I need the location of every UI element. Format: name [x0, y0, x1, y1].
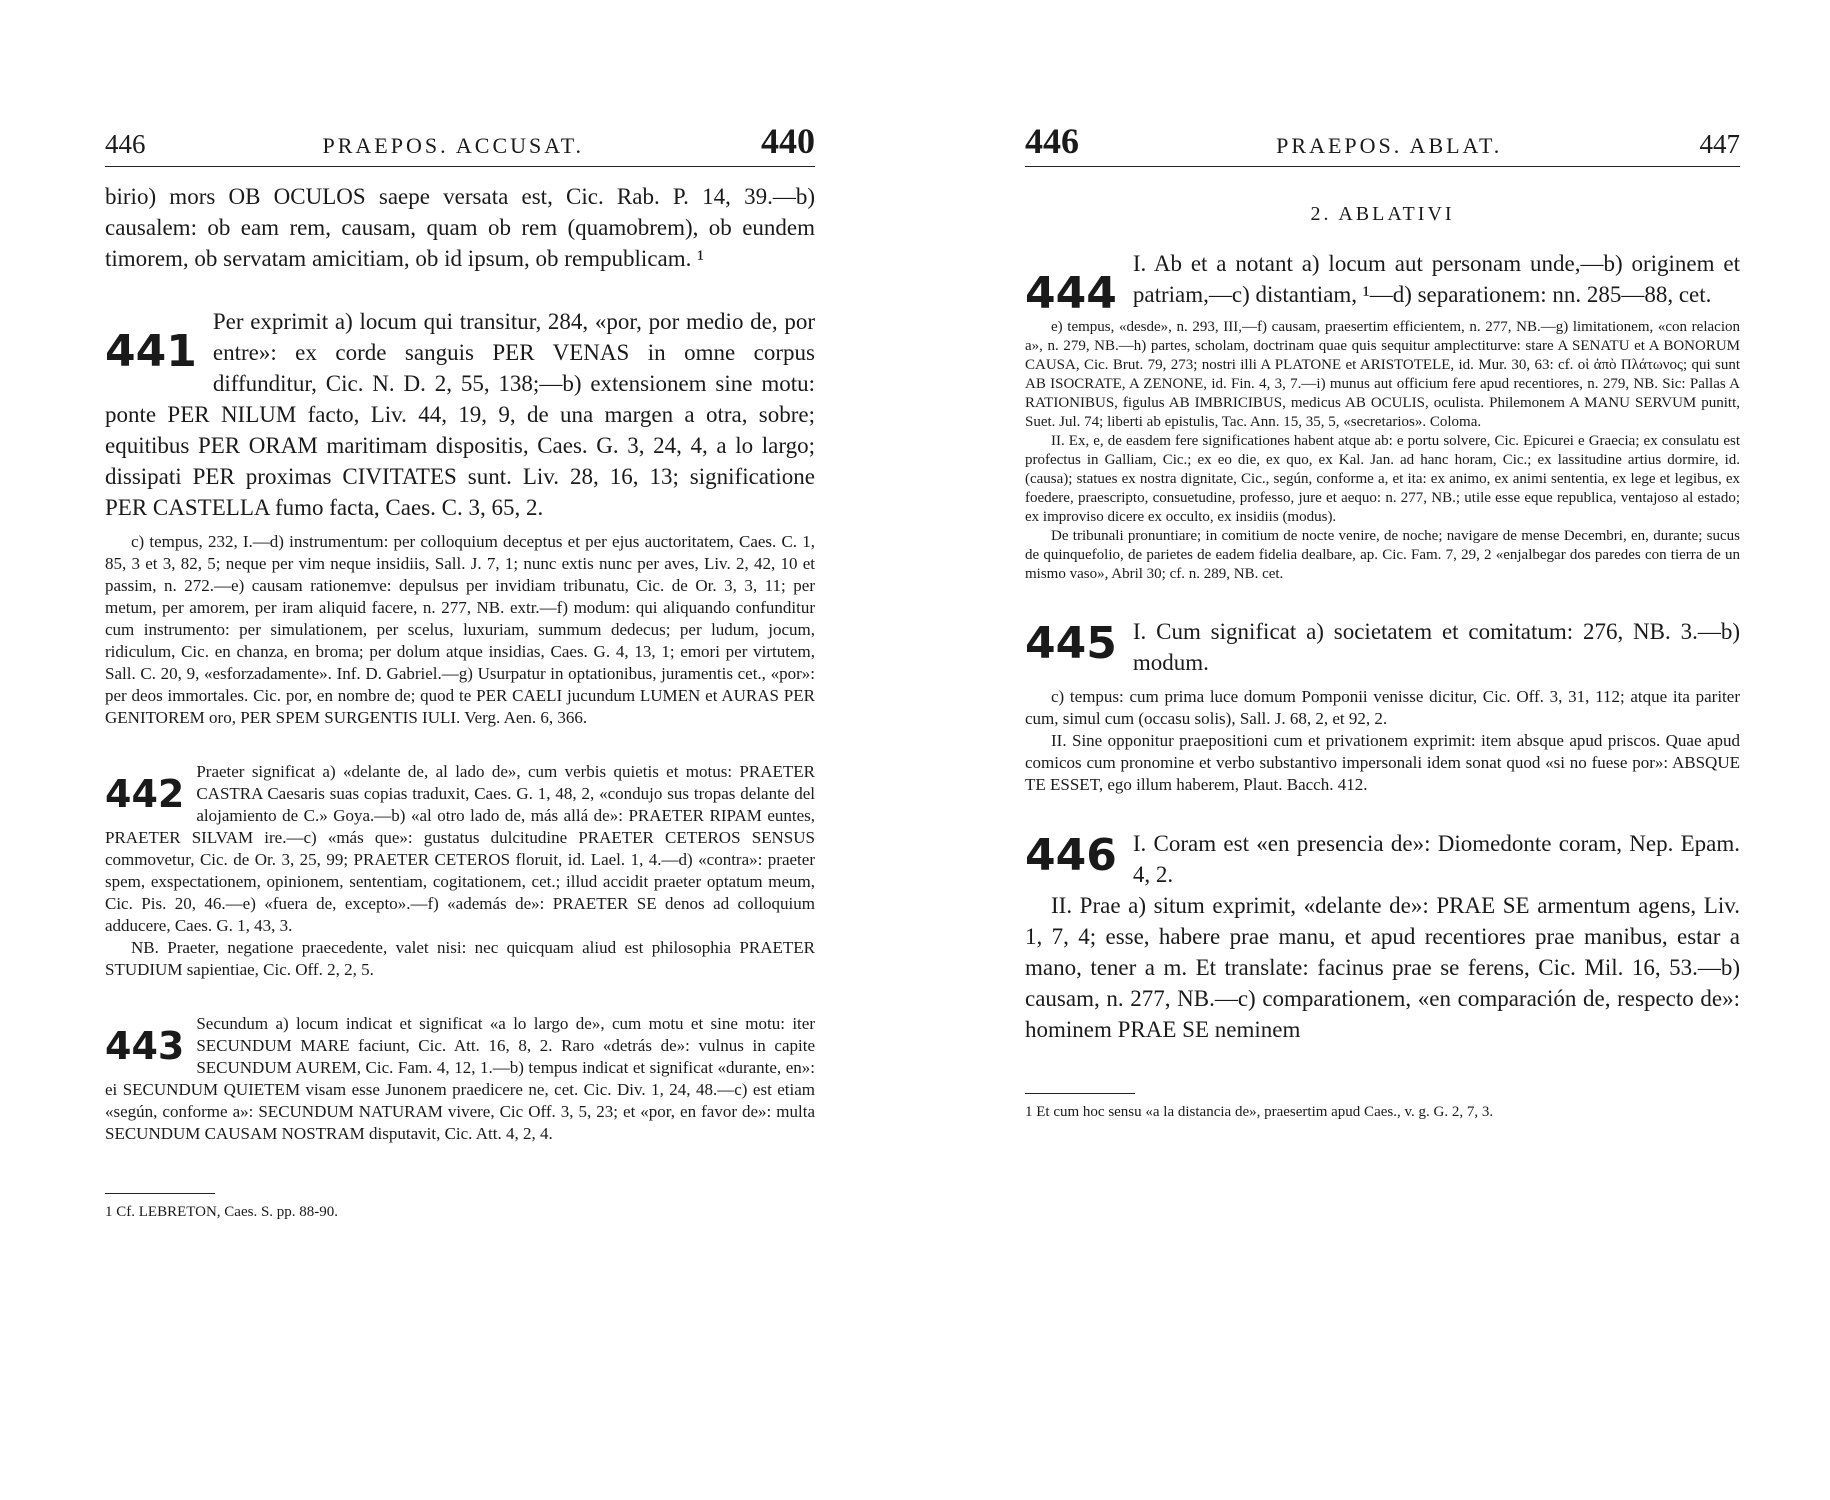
page-number: 446: [1025, 121, 1079, 161]
page-number: 440: [761, 121, 815, 161]
entry-section-ii: II. Sine opponitur praepositioni cum et privationem exprimit: item absque apud priscos. Quae apud comicos cum pronomine et verbo substantivo impersonali idem sonat quod «si no fuese por»: ABSQUE TE ESSET, ego illum haberem, Plaut. Bacch. 412.: [1025, 731, 1740, 794]
entry-441: [105, 306, 815, 729]
entry-442: [105, 761, 815, 981]
continued-text: birio) mors OB OCULOS saepe versata est, Cic. Rab. P. 14, 39.—b) causalem: ob eam rem, causam, quam ob rem (quamobrem), ob eundem timorem, ob servatam amicitiam, ob id ipsum, ob rempublicam. ¹: [105, 184, 815, 271]
entry-subtext: c) tempus, 232, I.—d) instrumentum: per colloquium deceptus et per ejus auctoritatem, Caes. C. 1, 85, 3 et 3, 82, 5; neque per vim neque insidiis, Sall. J. 7, 1; nunc extis nunc per aves, Liv. 2, 42, 10 et passim, n. 272.—e) causam rationemve: depulsus per invidiam tribunatu, Cic. de Or. 3, 3, 11; per metum, per amorem, per iram aliquid facere, n. 277, NB. extr.—f) modum: qui aliquando confunditur cum instrumento: per simulationem, per scelus, luxuriam, summum dedecus; per ludum, jocum, ridiculum, Cic. en chanza, en broma; per dolum atque insidias, Caes. G. 4, 13, 1; emori per virtutem, Sall. C. 20, 9, «esforzadamente». Inf. D. Gabriel.—g) Usurpatur in optationibus, juramentis cet., «por»: per deos immortales. Cic. por, en nombre de; quod te PER CAELI jucundum LUMEN et AURAS PER GENITOREM oro, PER SPEM SURGENTIS IULI. Verg. Aen. 6, 366.: [105, 532, 815, 727]
entry-section-iii: De tribunali pronuntiare; in comitium de nocte venire, de noche; navigare de mense Decembri, en, durante; sucus de quinquefolio, de parietes de eadem fidelia dealbare, ap. Cic. Fam. 7, 29, 2 «enjalbegar dos paredes con tierra de un mismo vaso», Abril 30; cf. n. 289, NB. cet.: [1025, 528, 1740, 582]
page-number-original: 446: [105, 129, 146, 159]
running-title: PRAEPOS. ACCUSAT.: [322, 133, 584, 158]
entry-number: 444: [1025, 268, 1117, 319]
section-title: 2. ABLATIVI: [1310, 203, 1455, 225]
entry-number: 441: [105, 326, 197, 377]
right-page: [915, 0, 1830, 1500]
entry-section-ii: II. Ex, e, de easdem fere significationes habent atque ab: e portu solvere, Cic. Epicurei e Graecia; ex consulatu est profectus in Galliam, Cic.; ex eo die, ex quo, ex Kal. Jan. ad hanc horam, Cic.; ex lassitudine artius dormire, id. (causa); statues ex nostra dignitate, Cic., según, conforme a, et ita: ex animo, ex animi sententia, ex lege et legibus, ex foedere, praescripto, consuetudine, professo, jure et aequo: n. 277, NB.; utile esse eque republica, ventajoso al estado; ex improviso dicere ex occulto, ex insidiis (modus).: [1025, 433, 1740, 525]
entry-main-text: Praeter significat a) «delante de, al lado de», cum verbis quietis et motus: PRAETER CASTRA Caesaris suas copias traduxit, Caes. G. 1, 48, 2, «condujo sus tropas delante del alojamiento de C.» Goya.—b) «al otro lado de, más allá de»: PRAETER RIPAM euntes, PRAETER SILVAM ire.—c) «más que»: gustatus dulcitudine PRAETER CETEROS SENSUS commovetur, Cic. de Or. 3, 25, 99; PRAETER CETEROS floruit, id. Lael. 1, 4.—d) «contra»: praeter spem, exspectationem, opinionem, sententiam, cogitationem, cet.; illud accidit praeter optatum meum, Cic. Pis. 20, 46.—e) «fuera de, excepto».—f) «además de»: PRAETER SE denos ad colloquium adducere, Caes. G. 1, 43, 3.: [105, 762, 815, 935]
entry-number: 443: [105, 1024, 185, 1068]
entry-444: [1025, 248, 1740, 584]
page-number-original: 447: [1699, 129, 1740, 159]
entry-number: 446: [1025, 830, 1117, 881]
entry-443: [105, 1013, 815, 1145]
entry-number: 442: [105, 772, 185, 816]
entry-446: [1025, 828, 1740, 1045]
entry-subtext: e) tempus, «desde», n. 293, III,—f) causam, praesertim efficientem, n. 277, NB.—g) limitationem, «con relacion a», n. 279, NB.—h) partes, scholam, doctrinam quae quis sequitur amplectiturve: stare A SENATU et A BONORUM CAUSA, Cic. Brut. 79, 273; nostri illi A PLATONE et ARISTOTELE, id. Mur. 30, 63: cf. οἱ ἀπὸ Πλάτωνος; qui sunt AB ISOCRATE, A ZENONE, id. Fin. 4, 3, 7.—i) munus aut officium fere apud recentiores, n. 279, NB. Sic: Pallas A RATIONIBUS, figulus AB IMBRICIBUS, medicus AB OCULIS, oculista. Philemonem A MANU SERVUM punitt, Suet. Jul. 74; liberti ab epistulis, Tac. Ann. 15, 35, 5, «secretarios». Coloma.: [1025, 319, 1740, 430]
footnote-rule: [1025, 1093, 1135, 1094]
entry-subtext: c) tempus: cum prima luce domum Pomponii venisse dicitur, Cic. Off. 3, 31, 112; atque ita pariter cum, simul cum (occasu solis), Sall. J. 68, 2, et 92, 2.: [1025, 687, 1740, 728]
entry-main-text: I. Coram est «en presencia de»: Diomedonte coram, Nep. Epam. 4, 2.: [1132, 831, 1740, 887]
entry-main-text: Per exprimit a) locum qui transitur, 284, «por, por medio de, por entre»: ex corde sanguis PER VENAS in omne corpus diffunditur, Cic. N. D. 2, 55, 138;—b) extensionem sine motu: ponte PER NILUM facto, Liv. 44, 19, 9, de una margen a otra, sobre; equitibus PER ORAM maritimam dispositis, Caes. G. 3, 24, 4, a lo largo; dissipati PER proximas CIVITATES sunt. Liv. 28, 16, 13; significatione PER CASTELLA fumo facta, Caes. C. 3, 65, 2.: [105, 309, 815, 520]
entry-main-text: Secundum a) locum indicat et significat «a lo largo de», cum motu et sine motu: iter SECUNDUM MARE faciunt, Cic. Att. 16, 8, 2. Raro «detrás de»: vulnus in capite SECUNDUM AUREM, Cic. Fam. 4, 12, 1.—b) tempus indicat et significat «durante, en»: ei SECUNDUM QUIETEM visam esse Junonem praedicere ne, cet. Cic. Div. 1, 24, 48.—c) est etiam «según, conforme a»: SECUNDUM NATURAM vivere, Cic Off. 3, 5, 23; et «por, en favor de»: multa SECUNDUM CAUSAM NOSTRAM disputavit, Cic. Att. 4, 2, 4.: [105, 1014, 815, 1143]
running-head-left: [105, 120, 815, 167]
running-head-right: [1025, 120, 1740, 167]
entry-445: [1025, 616, 1740, 796]
entry-main-text: I. Cum significat a) societatem et comitatum: 276, NB. 3.—b) modum.: [1132, 619, 1740, 675]
footnote: 1 Et cum hoc sensu «a la distancia de», praesertim apud Caes., v. g. G. 2, 7, 3.: [1025, 1104, 1494, 1120]
entry-main-text: I. Ab et a notant a) locum aut personam unde,—b) originem et patriam,—c) distantiam, ¹—d) separationem: nn. 285—88, cet.: [1132, 251, 1740, 307]
footnote-rule: [105, 1193, 215, 1194]
entry-nb-note: NB. Praeter, negatione praecedente, valet nisi: nec quicquam aliud est philosophia PRAETER STUDIUM sapientiae, Cic. Off. 2, 2, 5.: [105, 938, 815, 979]
entry-section-ii: II. Prae a) situm exprimit, «delante de»: PRAE SE armentum agens, Liv. 1, 7, 4; esse, habere prae manu, et apud recentiores prae manibus, estar a mano, tener a m. Et translate: facinus prae se ferens, Cic. Mil. 16, 53.—b) causam, n. 277, NB.—c) comparationem, «en comparación de, respecto de»: hominem PRAE SE neminem: [1025, 893, 1740, 1042]
footnote: 1 Cf. LEBRETON, Caes. S. pp. 88-90.: [105, 1204, 339, 1220]
running-title: PRAEPOS. ABLAT.: [1276, 133, 1503, 158]
entry-number: 445: [1025, 618, 1117, 669]
